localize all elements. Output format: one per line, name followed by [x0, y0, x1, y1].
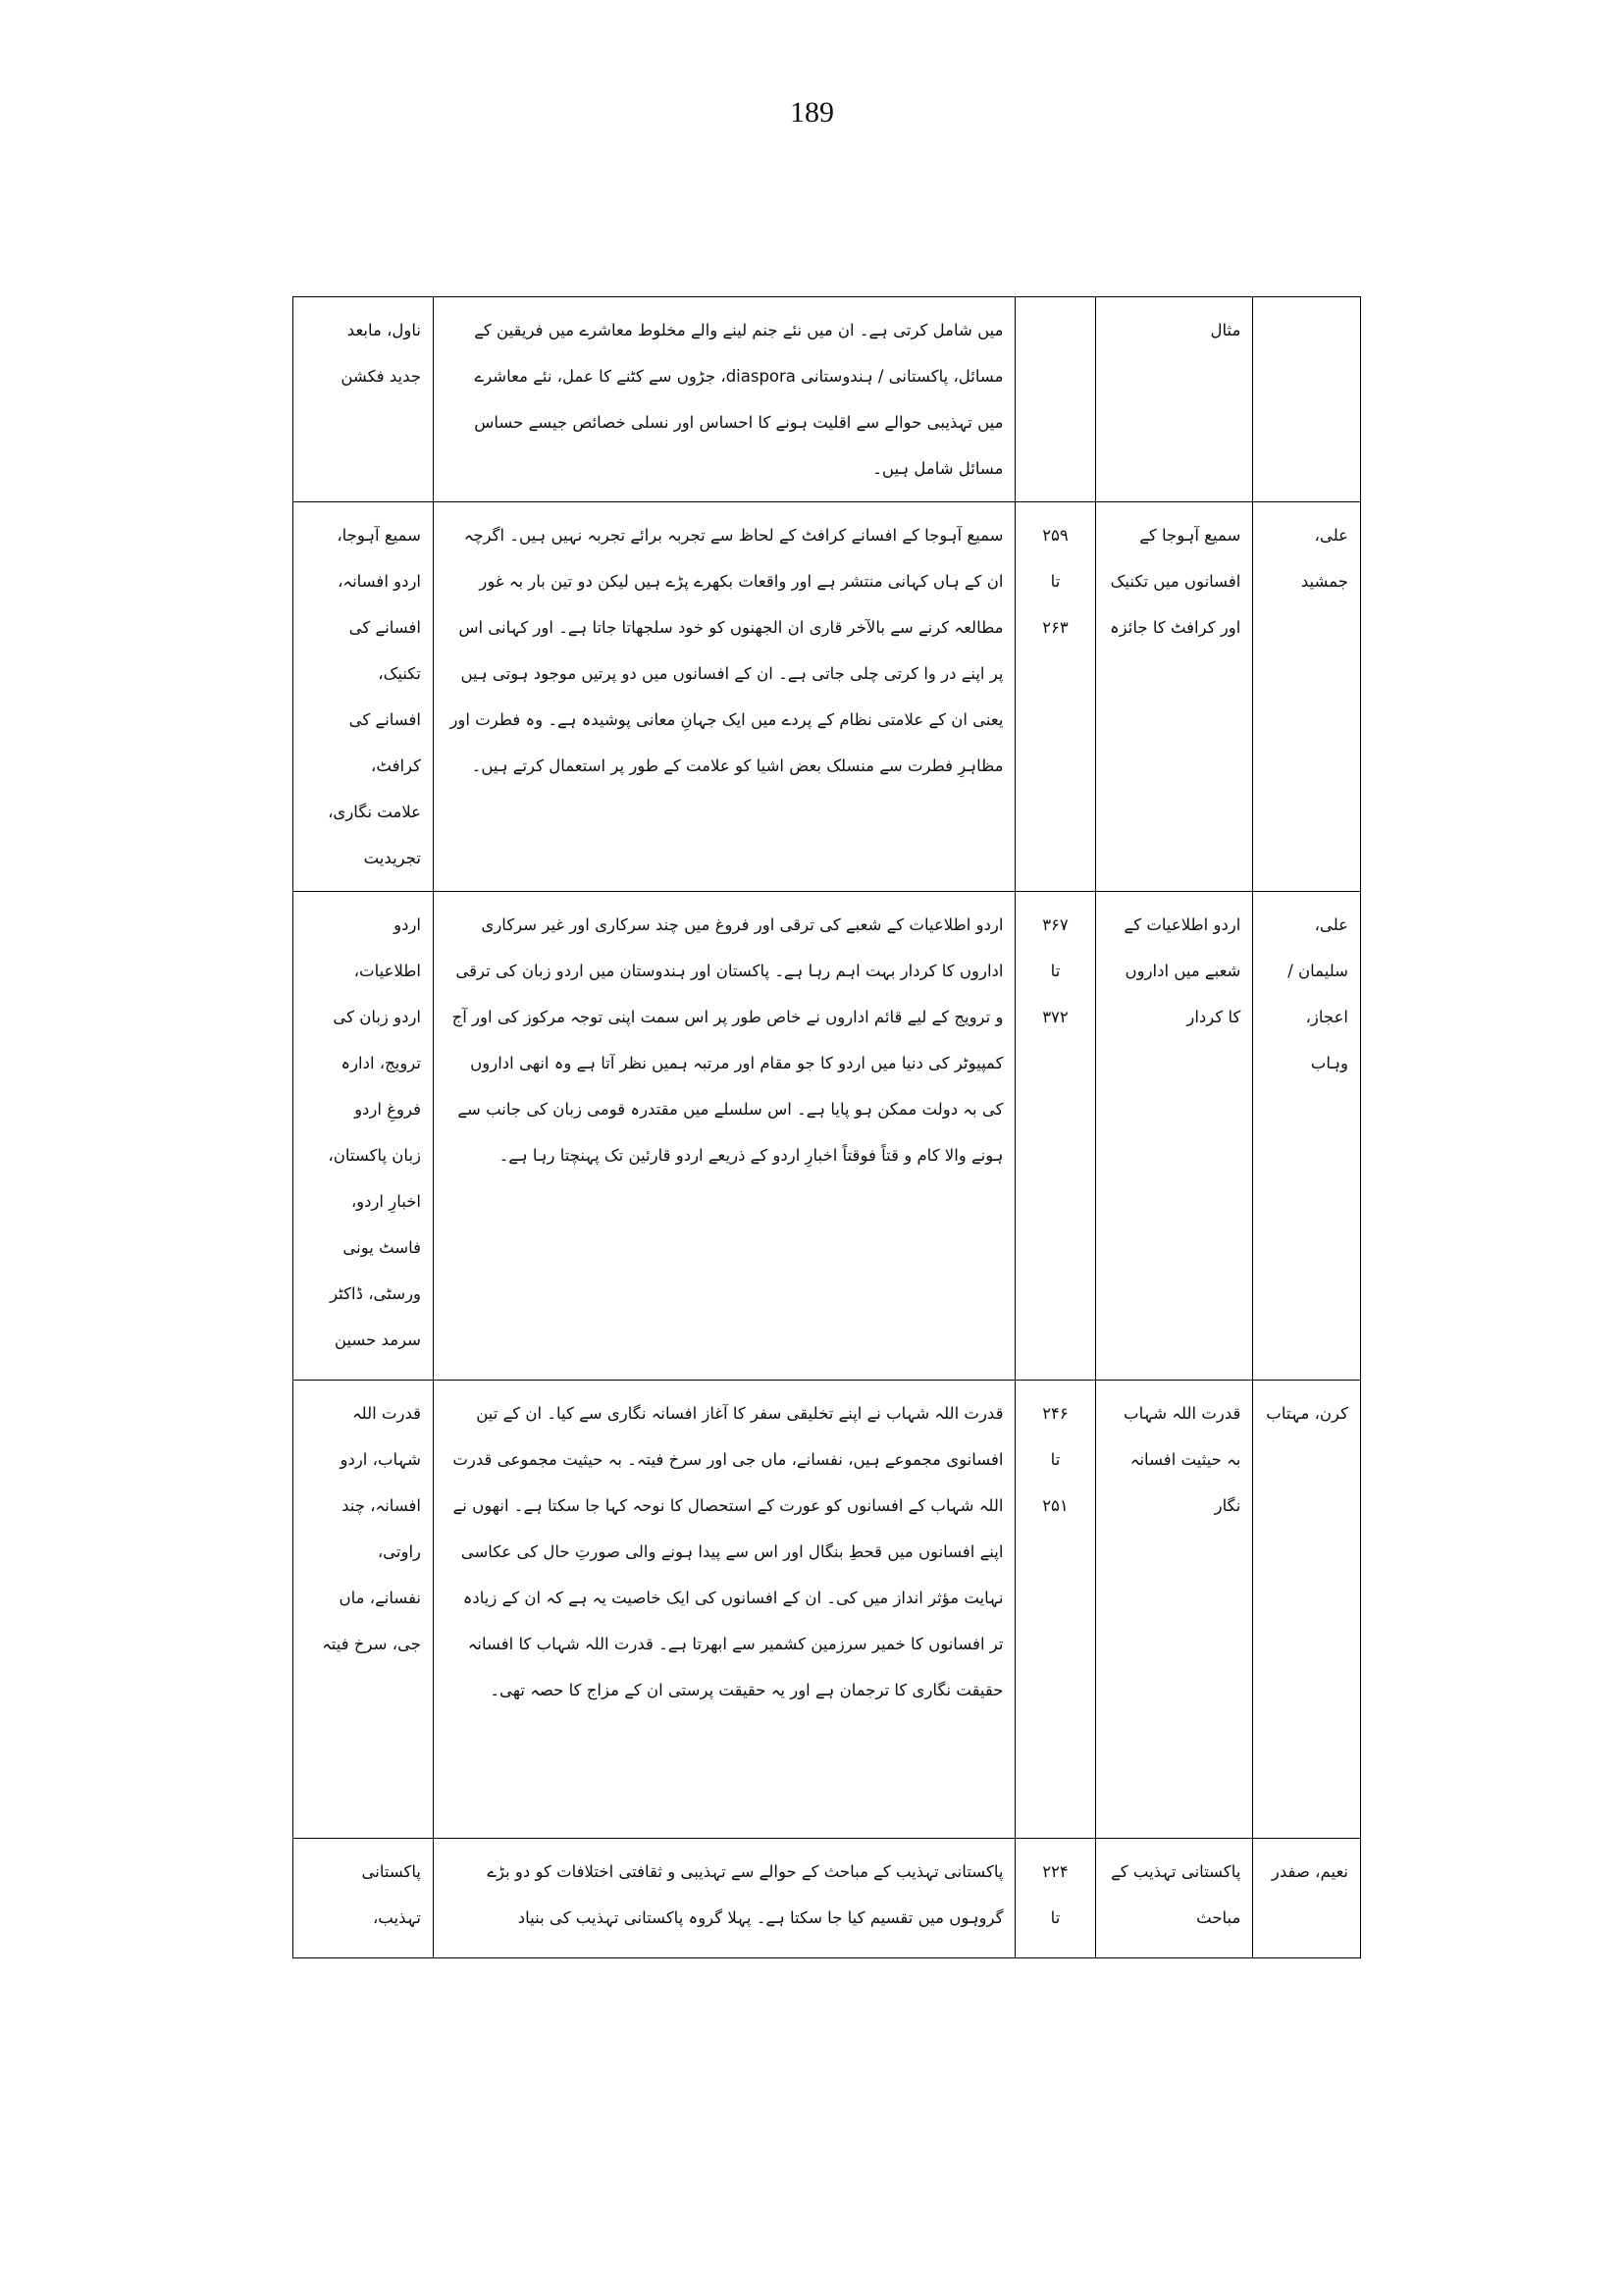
title-cell: پاکستانی تہذیب کے مباحث — [1095, 1839, 1253, 1958]
page-range-line: تا — [1050, 1450, 1061, 1469]
table-row — [293, 297, 1361, 502]
keyword-line: افسانے کی — [348, 618, 422, 637]
keywords-cell — [293, 1839, 434, 1958]
keyword-line: اردو زبان کی — [333, 1008, 422, 1026]
keyword-line: جی، سرخ فیتہ — [322, 1635, 422, 1653]
pages-cell — [1016, 502, 1095, 892]
summary-cell: سمیع آہوجا کے افسانے کرافٹ کے لحاظ سے تجربہ برائے تجربہ نہیں ہیں۔ اگرچہ ان کے ہاں کہانی منتشر ہے اور واقعات بکھرے پڑے ہیں لیکن دو تین بار بہ غور مطالعہ کرنے سے بالآخر قاری ان الجھنوں کو خود سلجھاتا جاتا ہے۔ اور کہانی اس پر اپنے در وا کرتی چلی جاتی ہے۔ ان کے افسانوں میں دو پرتیں موجود ہوتی ہیں یعنی ان کے علامتی نظام کے پردے میں ایک جہانِ معانی پوشیدہ ہے۔ وہ فطرت اور مظاہرِ فطرت سے منسلک بعض اشیا کو علامت کے طور پر استعمال کرتے ہیں۔ — [434, 502, 1016, 892]
authors-cell: نعیم، صفدر — [1253, 1839, 1361, 1958]
keyword-line: ناول، مابعد — [346, 321, 422, 339]
keywords-cell — [293, 892, 434, 1381]
keyword-line: جدید فکشن — [341, 367, 422, 386]
summary-cell: اردو اطلاعیات کے شعبے کی ترقی اور فروغ میں چند سرکاری اور غیر سرکاری اداروں کا کردار بہت اہم رہا ہے۔ پاکستان اور ہندوستان میں اردو زبان کی ترقی و ترویج کے لیے قائم اداروں نے خاص طور پر اس سمت اپنی توجہ مرکوز کی اور آج کمپیوٹر کی دنیا میں اردو کا جو مقام اور مرتبہ ہمیں نظر آتا ہے وہ انھی اداروں کی بہ دولت ممکن ہو پایا ہے۔ اس سلسلے میں مقتدرہ قومی زبان کی جانب سے ہونے والا کام و قتاً فوقتاً اخبارِ اردو کے ذریعے اردو قارئین تک پہنچتا رہا ہے۔ — [434, 892, 1016, 1381]
keyword-line: سرمد حسین — [334, 1330, 422, 1349]
keyword-line: تہذیب، — [372, 1908, 422, 1927]
table-row — [293, 502, 1361, 892]
keyword-line: شہاب، اردو — [340, 1450, 422, 1469]
authors-cell — [1253, 297, 1361, 502]
summary-cell: پاکستانی تہذیب کے مباحث کے حوالے سے تہذیبی و ثقافتی اختلافات کو دو بڑے گروہوں میں تقسیم کیا جا سکتا ہے۔ پہلا گروہ پاکستانی تہذیب کی بنیاد — [434, 1839, 1016, 1958]
page-range-line: ۲۵۹ — [1042, 526, 1069, 545]
authors-cell: علی، سلیمان / اعجاز، وہاب — [1253, 892, 1361, 1381]
page-range-line: ۲۵۱ — [1042, 1496, 1069, 1515]
keyword-line: اردو — [393, 915, 422, 934]
page-range-line: ۳۶۷ — [1042, 915, 1069, 934]
page-range-line: ۲۶۳ — [1042, 618, 1069, 637]
keyword-line: کرافٹ، — [371, 756, 422, 775]
page-range-line: تا — [1050, 572, 1061, 591]
title-cell: اردو اطلاعیات کے شعبے میں اداروں کا کردار — [1095, 892, 1253, 1381]
keyword-line: اردو افسانہ، — [338, 572, 422, 591]
keywords-cell — [293, 1381, 434, 1839]
keyword-line: علامت نگاری، — [328, 803, 422, 821]
keywords-cell — [293, 502, 434, 892]
keyword-line: پاکستانی — [361, 1862, 422, 1881]
page-range-line: تا — [1050, 1908, 1061, 1927]
page-range-line: ۳۷۲ — [1042, 1008, 1069, 1026]
title-cell: سمیع آہوجا کے افسانوں میں تکنیک اور کرافٹ کا جائزہ — [1095, 502, 1253, 892]
pages-cell — [1016, 1381, 1095, 1839]
keyword-line: افسانہ، چند — [341, 1496, 422, 1515]
keywords-cell — [293, 297, 434, 502]
keyword-line: فروغِ اردو — [354, 1100, 422, 1119]
keyword-line: فاسٹ یونی — [342, 1238, 422, 1257]
authors-cell: علی، جمشید — [1253, 502, 1361, 892]
table-row — [293, 1381, 1361, 1839]
pages-cell — [1016, 1839, 1095, 1958]
page-range-line: تا — [1050, 962, 1061, 980]
keyword-line: تجریدیت — [363, 849, 422, 867]
summary-cell: قدرت اللہ شہاب نے اپنے تخلیقی سفر کا آغاز افسانہ نگاری سے کیا۔ ان کے تین افسانوی مجموعے ہیں، نفسانے، ماں جی اور سرخ فیتہ۔ بہ حیثیت مجموعی قدرت اللہ شہاب کے افسانوں کو عورت کے استحصال کا نوحہ کہا جا سکتا ہے۔ انھوں نے اپنے افسانوں میں قحطِ بنگال اور اس سے پیدا ہونے والی صورتِ حال کی عکاسی نہایت مؤثر انداز میں کی۔ ان کے افسانوں کی ایک خاصیت یہ ہے کہ ان کے زیادہ تر افسانوں کا خمیر سرزمین کشمیر سے ابھرتا ہے۔ قدرت اللہ شہاب کا افسانہ حقیقت نگاری کا ترجمان ہے اور یہ حقیقت پرستی ان کے مزاج کا حصہ تھی۔ — [434, 1381, 1016, 1839]
keyword-line: ترویج، ادارہ — [341, 1054, 422, 1072]
pages-cell — [1016, 297, 1095, 502]
article-index-table — [292, 296, 1361, 1958]
keyword-line: راوتی، — [377, 1542, 422, 1561]
keyword-line: ورسٹی، ڈاکٹر — [330, 1284, 422, 1303]
keyword-line: سمیع آہوجا، — [337, 526, 422, 545]
summary-cell: میں شامل کرتی ہے۔ ان میں نئے جنم لینے والے مخلوط معاشرے میں فریقین کے مسائل، پاکستانی / ہندوستانی diaspora، جڑوں سے کٹنے کا عمل، نئے معاشرے میں تہذیبی حوالے سے اقلیت ہونے کا احساس اور نسلی خصائص جیسے حساس مسائل شامل ہیں۔ — [434, 297, 1016, 502]
page-number: 189 — [790, 96, 834, 129]
page-range-line: ۲۲۴ — [1042, 1862, 1069, 1881]
keyword-line: اخبارِ اردو، — [350, 1192, 422, 1211]
pages-cell — [1016, 892, 1095, 1381]
title-cell: مثال — [1095, 297, 1253, 502]
keyword-line: اطلاعیات، — [353, 962, 422, 980]
keyword-line: زبان پاکستان، — [328, 1146, 422, 1165]
keyword-line: نفسانے، ماں — [339, 1589, 422, 1607]
keyword-line: تکنیک، — [378, 664, 422, 683]
keyword-line: افسانے کی — [348, 710, 422, 729]
authors-cell: کرن، مہتاب — [1253, 1381, 1361, 1839]
title-cell: قدرت اللہ شہاب بہ حیثیت افسانہ نگار — [1095, 1381, 1253, 1839]
keyword-line: قدرت اللہ — [351, 1404, 422, 1423]
page-range-line: ۲۴۶ — [1042, 1404, 1069, 1423]
table-row — [293, 892, 1361, 1381]
table-row — [293, 1839, 1361, 1958]
